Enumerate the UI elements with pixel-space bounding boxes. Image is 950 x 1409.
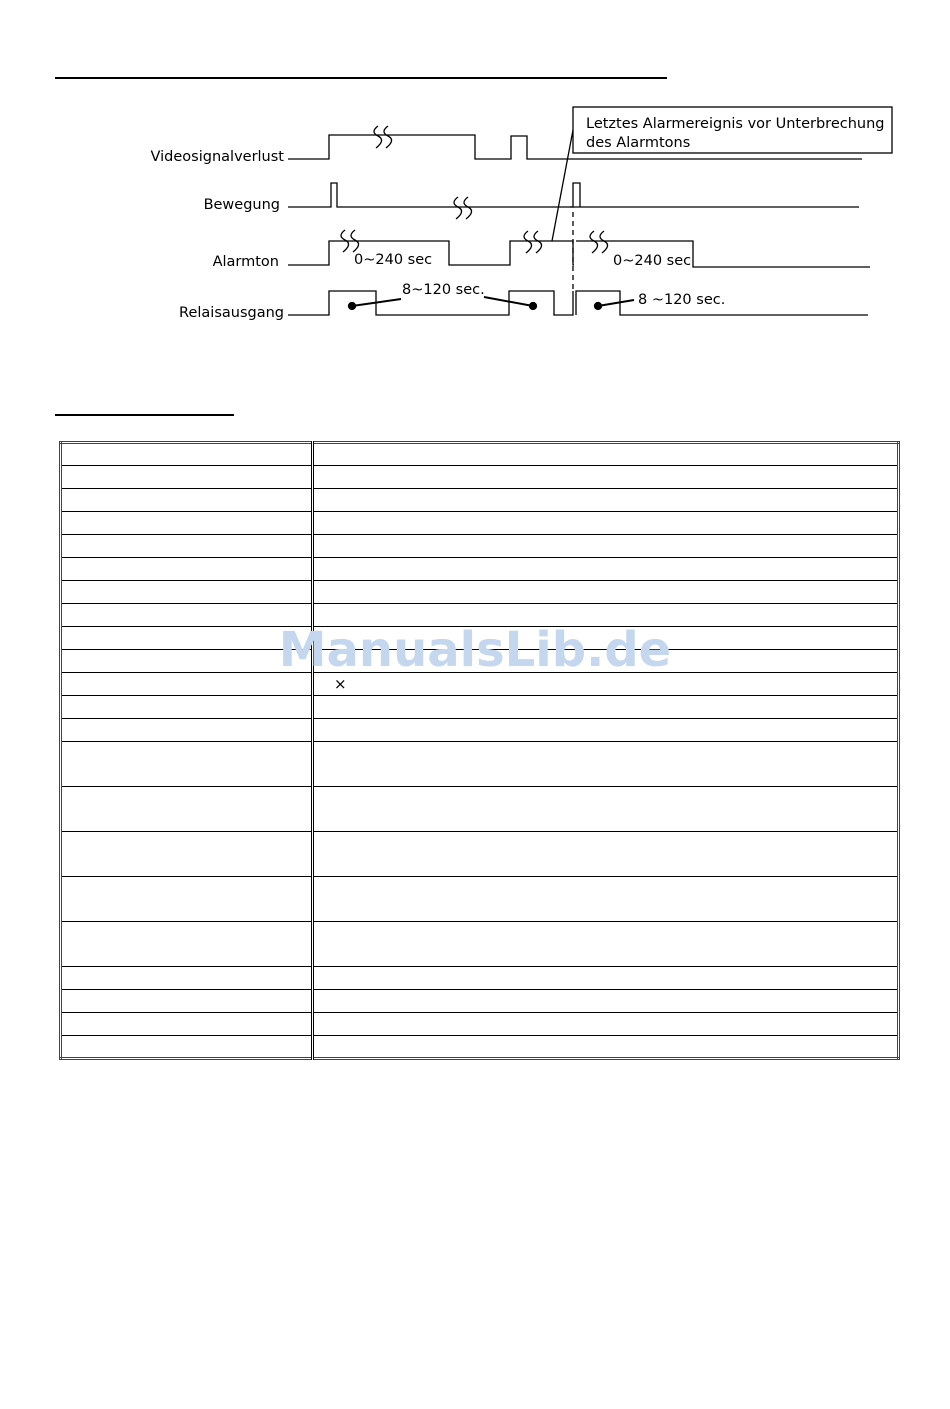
- table-row: [61, 922, 899, 967]
- table-cell-label: [61, 627, 313, 650]
- table-cell-value: [313, 627, 899, 650]
- table-cell-value: [313, 581, 899, 604]
- table-cell-label: [61, 922, 313, 967]
- table-cell-label: [61, 489, 313, 512]
- table-cell-text: [70, 845, 82, 863]
- table-row: [61, 1013, 899, 1036]
- table-cell-text: [70, 514, 82, 532]
- table-row: [61, 673, 899, 696]
- table-cell-label: [61, 696, 313, 719]
- specification-table-body: [61, 443, 899, 1059]
- table-cell-value: [313, 990, 899, 1013]
- table-cell-label: [61, 535, 313, 558]
- table-cell-text: [70, 652, 82, 670]
- table-cell-text: [322, 845, 334, 863]
- table-cell-label: [61, 512, 313, 535]
- table-cell-label: [61, 443, 313, 466]
- table-cell-value: [313, 696, 899, 719]
- table-cell-label: [61, 581, 313, 604]
- buzzer-duration-label-2: 0~240 sec: [613, 253, 692, 269]
- table-row: [61, 877, 899, 922]
- table-cell-text: [70, 800, 82, 818]
- table-cell-value: [313, 443, 899, 466]
- table-row: [61, 967, 899, 990]
- section-rule-mid: [55, 414, 234, 416]
- table-row: [61, 696, 899, 719]
- table-row: [61, 512, 899, 535]
- table-cell-value: [313, 877, 899, 922]
- motion-break-icon: [454, 197, 472, 219]
- table-cell-text: [70, 1015, 82, 1033]
- table-cell-text: [322, 514, 334, 532]
- table-row: [61, 719, 899, 742]
- table-cell-label: [61, 742, 313, 787]
- watermark: ManualsLib.de: [278, 622, 672, 678]
- table-cell-text: [322, 652, 334, 670]
- callout-text-line1: Letztes Alarmereignis vor Unterbrechung: [586, 116, 885, 132]
- callout-text-line2: des Alarmtons: [586, 135, 691, 151]
- buzzer-break-icon-2: [524, 231, 542, 253]
- table-cell-text: [70, 1038, 82, 1056]
- table-cell-label: [61, 787, 313, 832]
- table-cell-value: [313, 604, 899, 627]
- table-cell-value: [313, 719, 899, 742]
- table-row: [61, 535, 899, 558]
- table-cell-text: [322, 1038, 334, 1056]
- table-row: [61, 832, 899, 877]
- table-row: [61, 742, 899, 787]
- table-cell-text: [70, 992, 82, 1010]
- table-cell-text: [322, 446, 334, 464]
- table-cell-label: [61, 604, 313, 627]
- motion-waveform-pulse2: [570, 183, 580, 207]
- table-row: [61, 443, 899, 466]
- callout-leader: [552, 130, 573, 241]
- table-cell-value: [313, 466, 899, 489]
- signal-label-motion: Bewegung: [203, 197, 280, 213]
- table-cell-text: [70, 446, 82, 464]
- table-cell-value: [313, 967, 899, 990]
- relay-leader-3: [598, 300, 634, 306]
- table-cell-text: [322, 890, 334, 908]
- table-cell-text: [322, 537, 334, 555]
- table-cell-label: [61, 967, 313, 990]
- table-row: [61, 581, 899, 604]
- table-cell-text: [70, 969, 82, 987]
- table-cell-label: [61, 1013, 313, 1036]
- specification-table: [59, 441, 900, 1060]
- table-cell-text: [322, 491, 334, 509]
- table-row: [61, 489, 899, 512]
- table-cell-text: [70, 890, 82, 908]
- signal-label-buzzer: Alarmton: [212, 254, 279, 270]
- table-cell-text: [70, 606, 82, 624]
- table-cell-label: [61, 558, 313, 581]
- table-cell-value: [313, 1013, 899, 1036]
- table-cell-text: [322, 721, 334, 739]
- table-row: [61, 627, 899, 650]
- relay-duration-label-2: 8 ~120 sec.: [638, 292, 726, 308]
- table-cell-text: [70, 491, 82, 509]
- table-cell-text: [70, 629, 82, 647]
- table-cell-text: [322, 560, 334, 578]
- table-cell-text: [322, 606, 334, 624]
- table-cell-text: [322, 698, 334, 716]
- table-cell-text: [70, 468, 82, 486]
- table-cell-value: [313, 1036, 899, 1059]
- table-cell-value: [313, 742, 899, 787]
- table-cell-text: [322, 969, 334, 987]
- table-cell-label: [61, 650, 313, 673]
- table-cell-text: [70, 583, 82, 601]
- table-cell-label: [61, 832, 313, 877]
- table-cell-value: [313, 535, 899, 558]
- table-row: [61, 604, 899, 627]
- table-cell-text: [322, 755, 334, 773]
- table-cell-value: [313, 673, 899, 696]
- alarm-timing-diagram: [0, 95, 950, 335]
- table-cell-text: [70, 935, 82, 953]
- table-row: [61, 1036, 899, 1059]
- table-cell-text: [322, 935, 334, 953]
- table-cell-label: [61, 990, 313, 1013]
- table-cell-text: [322, 992, 334, 1010]
- table-cell-value: [313, 558, 899, 581]
- table-cell-text: [322, 468, 334, 486]
- table-cell-text: [70, 675, 82, 693]
- table-cell-label: [61, 1036, 313, 1059]
- table-cell-text: [70, 698, 82, 716]
- table-cell-label: [61, 673, 313, 696]
- section-rule-top: [55, 77, 667, 79]
- table-cell-text: [322, 629, 334, 647]
- table-cell-text: ×: [334, 675, 347, 693]
- buzzer-duration-label-1: 0~240 sec: [354, 252, 433, 268]
- table-cell-text: [70, 721, 82, 739]
- table-cell-text: [70, 537, 82, 555]
- table-row: [61, 787, 899, 832]
- table-cell-text: [70, 755, 82, 773]
- table-cell-label: [61, 466, 313, 489]
- table-cell-text: [322, 583, 334, 601]
- table-row: [61, 558, 899, 581]
- table-cell-value: [313, 832, 899, 877]
- table-row: [61, 990, 899, 1013]
- table-cell-value: [313, 489, 899, 512]
- relay-duration-label-1: 8~120 sec.: [402, 282, 485, 298]
- table-cell-text: [322, 800, 334, 818]
- table-cell-value: [313, 922, 899, 967]
- table-cell-text: [70, 560, 82, 578]
- video-break-icon: [374, 126, 392, 148]
- table-row: [61, 650, 899, 673]
- table-row: [61, 466, 899, 489]
- table-cell-value: [313, 787, 899, 832]
- table-cell-label: [61, 719, 313, 742]
- buzzer-break-icon-3: [590, 231, 608, 253]
- table-cell-label: [61, 877, 313, 922]
- table-cell-text: [322, 1015, 334, 1033]
- table-cell-value: [313, 512, 899, 535]
- table-cell-value: [313, 650, 899, 673]
- signal-label-relay: Relaisausgang: [179, 305, 284, 321]
- signal-label-video: Videosignalverlust: [150, 149, 284, 165]
